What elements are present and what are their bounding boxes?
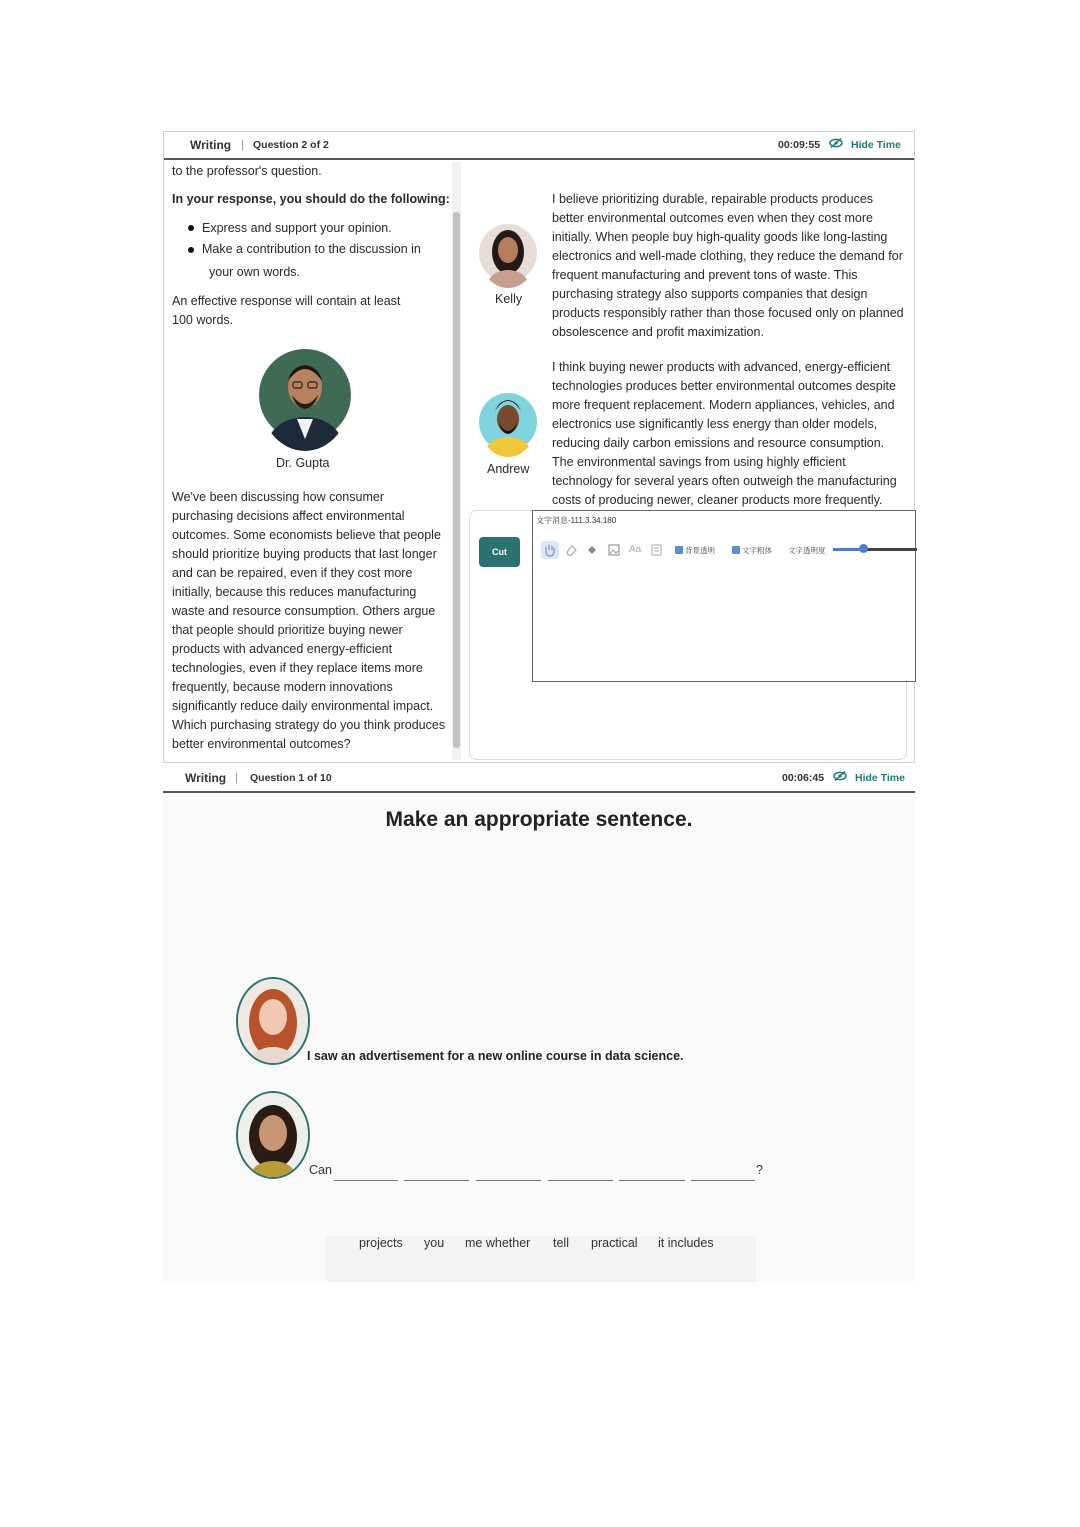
build-sentence-screen <box>163 765 915 1282</box>
word-chip[interactable]: me whether <box>465 1236 531 1250</box>
speaker1-avatar <box>236 977 310 1065</box>
font-tool-icon[interactable]: Aa <box>629 544 642 555</box>
professor-avatar <box>259 339 351 451</box>
text-message-overlay <box>532 510 916 682</box>
section-label: Writing <box>185 771 227 785</box>
word-requirement: An effective response will contain at least <box>172 294 401 308</box>
checkbox-bold-text[interactable] <box>732 546 740 554</box>
student-avatar-kelly <box>479 218 537 288</box>
answer-blank-4[interactable] <box>548 1180 613 1181</box>
hide-time-button[interactable]: Hide Time <box>851 139 901 151</box>
hide-time-button[interactable]: Hide Time <box>855 772 905 784</box>
word-requirement: 100 words. <box>172 313 234 327</box>
overlay-title: 文字消息-111.3.34.180 <box>536 516 617 525</box>
student-name-andrew: Andrew <box>487 462 530 476</box>
task-title: Make an appropriate sentence. <box>385 808 693 831</box>
question-counter: Question 2 of 2 <box>253 139 329 151</box>
eye-slash-icon[interactable] <box>833 771 847 781</box>
bullet-dot <box>188 247 194 253</box>
writing-discussion-screen <box>163 131 915 763</box>
instruction-heading: In your response, you should do the following: <box>172 192 450 206</box>
word-chip[interactable]: you <box>424 1236 445 1250</box>
document-icon[interactable] <box>651 544 662 556</box>
opacity-slider-knob[interactable] <box>859 544 868 553</box>
eye-slash-icon[interactable] <box>829 138 843 148</box>
student-name-kelly: Kelly <box>495 292 523 306</box>
student-post-kelly: I believe prioritizing durable, repairable products produces better environmental outcomes even when they cost more initially. When people buy high-quality goods like long-lasting electronics and well-made clothing, they reduce the demand for frequent manufacturing and prevent tons of waste. This purchasing strategy also supports companies that design products responsibly rather than those focused only on planned obsolescence and profit maximization. <box>552 192 904 339</box>
word-chip[interactable]: practical <box>591 1236 638 1250</box>
bullet-item: Express and support your opinion. <box>202 221 392 235</box>
opt-bold-text: 文字粗体 <box>742 546 772 555</box>
speaker1-sentence: I saw an advertisement for a new online course in data science. <box>307 1049 684 1063</box>
word-chip[interactable]: tell <box>553 1236 569 1250</box>
intro-text: to the professor's question. <box>172 164 322 178</box>
hand-tool-icon[interactable] <box>541 541 559 559</box>
sentence-end-punctuation: ? <box>756 1163 763 1177</box>
answer-blank-3[interactable] <box>476 1180 541 1181</box>
student-avatar-andrew <box>479 387 537 457</box>
header-bar <box>164 132 914 160</box>
speaker2-avatar <box>236 1091 310 1179</box>
scrollbar-thumb[interactable] <box>453 212 460 748</box>
fill-bucket-icon[interactable] <box>586 544 598 556</box>
word-chip[interactable]: projects <box>359 1236 403 1250</box>
bullet-item: Make a contribution to the discussion in <box>202 242 421 256</box>
student-post-andrew: I think buying newer products with advanced, energy-efficient technologies produces better environmental outcomes despite more frequent replacement. Modern appliances, vehicles, and electronics use significantly less energy than older models, reducing daily carbon emissions and resource consumption. The environmental savings from using highly efficient technology for several years often outweigh the manufacturing costs of producing newer, cleaner products more frequently. <box>552 360 897 507</box>
section-label: Writing <box>190 138 232 152</box>
bullet-item-cont: your own words. <box>209 265 301 279</box>
answer-blank-1[interactable] <box>334 1180 398 1181</box>
professor-prompt: We've been discussing how consumer purchasing decisions affect environmental outcomes. Some economists believe that people should prioritize buying products that last longer and can be repaired, even if they cost more initially, because this reduces manufacturing waste and resource consumption. Others argue that people should prioritize buying newer products with advanced energy-efficient technologies, even if they replace items more frequently, because modern innovations significantly reduce daily environmental impact. Which purchasing strategy do you think produces better environmental outcomes? <box>172 490 446 751</box>
answer-blank-2[interactable] <box>404 1180 469 1181</box>
word-chip[interactable]: it includes <box>658 1236 714 1250</box>
header-separator: | <box>235 770 239 784</box>
image-icon[interactable] <box>608 544 620 556</box>
answer-blank-5[interactable] <box>619 1180 685 1181</box>
answer-blank-6[interactable] <box>691 1180 755 1181</box>
eraser-icon[interactable] <box>565 544 577 556</box>
cut-button[interactable]: Cut <box>479 537 520 567</box>
opt-transparent-bg: 背景透明 <box>685 546 715 555</box>
opt-text-opacity: 文字透明度 <box>788 546 826 555</box>
timer: 00:06:45 <box>782 772 825 784</box>
checkbox-transparent-bg[interactable] <box>675 546 683 554</box>
header-bar <box>163 765 915 793</box>
speaker2-sentence-start: Can <box>309 1163 332 1177</box>
bullet-dot <box>188 225 194 231</box>
header-separator: | <box>241 137 245 151</box>
professor-name: Dr. Gupta <box>276 456 330 470</box>
timer: 00:09:55 <box>778 139 821 151</box>
question-counter: Question 1 of 10 <box>250 772 332 784</box>
